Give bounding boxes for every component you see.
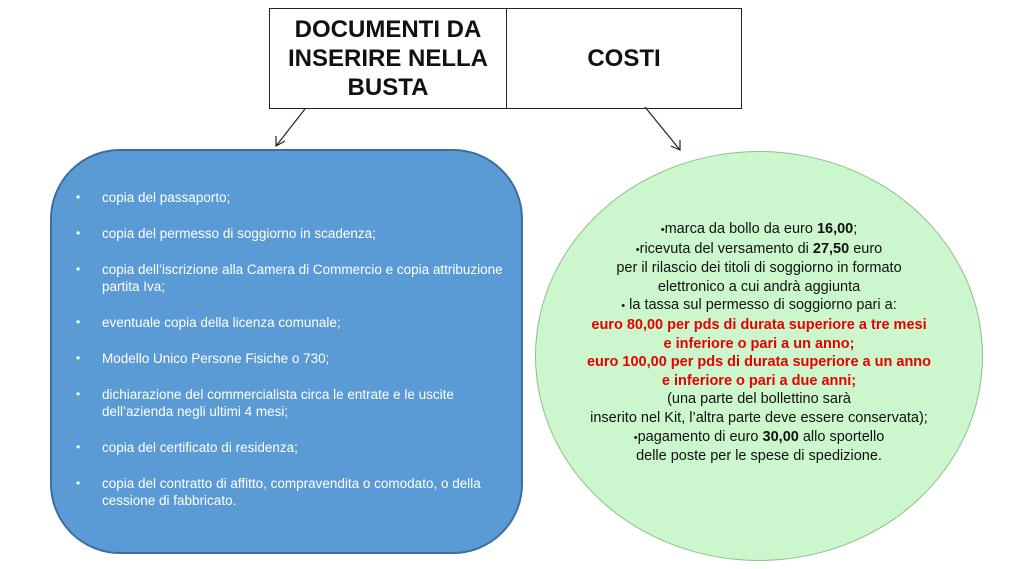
- arrow-to-costs: [645, 107, 680, 150]
- cost-highlight: e inferiore o pari a un anno;: [663, 335, 855, 352]
- costs-text: [536, 220, 982, 466]
- cost-item-marca-da-bollo: •marca da bollo da euro 16,00;: [660, 221, 858, 237]
- list-item: • copia del permesso di soggiorno in scadenza;: [76, 225, 506, 242]
- cost-text-line: per il rilascio dei titoli di soggiorno in formato: [616, 260, 902, 277]
- list-item: • Modello Unico Persone Fisiche o 730;: [76, 350, 506, 367]
- cost-item-ricevuta: •ricevuta del versamento di 27,50 euro: [635, 240, 883, 257]
- list-item: • dichiarazione del commercialista circa le entrate e le uscite dell’azienda negli ultimi 4 mesi;: [76, 386, 506, 420]
- cost-item-tassa: • la tassa sul permesso di soggiorno pari a:: [621, 297, 897, 314]
- costs-circle: [535, 151, 983, 561]
- cost-text-line: inserito nel Kit, l’altra parte deve essere conservata);: [590, 409, 928, 426]
- documents-list: [76, 189, 506, 528]
- list-item: • copia dell’iscrizione alla Camera di Commercio e copia attribuzione partita Iva;: [76, 261, 506, 295]
- costs-header: COSTI: [587, 45, 661, 72]
- cost-text-line: (una parte del bollettino sarà: [667, 391, 851, 408]
- cost-highlight: euro 80,00 per pds di durata superiore a tre mesi: [591, 316, 927, 333]
- list-item: • copia del certificato di residenza;: [76, 439, 506, 456]
- cost-text-line: elettronico a cui andrà aggiunta: [657, 278, 861, 295]
- list-item: • copia del contratto di affitto, compravendita o comodato, o della cessione di fabbricato.: [76, 475, 506, 509]
- cost-item-pagamento: •pagamento di euro 30,00 allo sportello: [633, 428, 885, 445]
- arrow-to-documents: [276, 109, 305, 146]
- cost-highlight: e inferiore o pari a due anni;: [661, 372, 857, 389]
- documents-header: DOCUMENTI DA INSERIRE NELLA BUSTA: [270, 9, 507, 108]
- cost-highlight: euro 100,00 per pds di durata superiore a un anno: [586, 354, 932, 371]
- list-item: • copia del passaporto;: [76, 189, 506, 206]
- cost-text-line: delle poste per le spese di spedizione.: [636, 448, 882, 465]
- documents-box: [50, 149, 523, 554]
- list-item: • eventuale copia della licenza comunale;: [76, 314, 506, 331]
